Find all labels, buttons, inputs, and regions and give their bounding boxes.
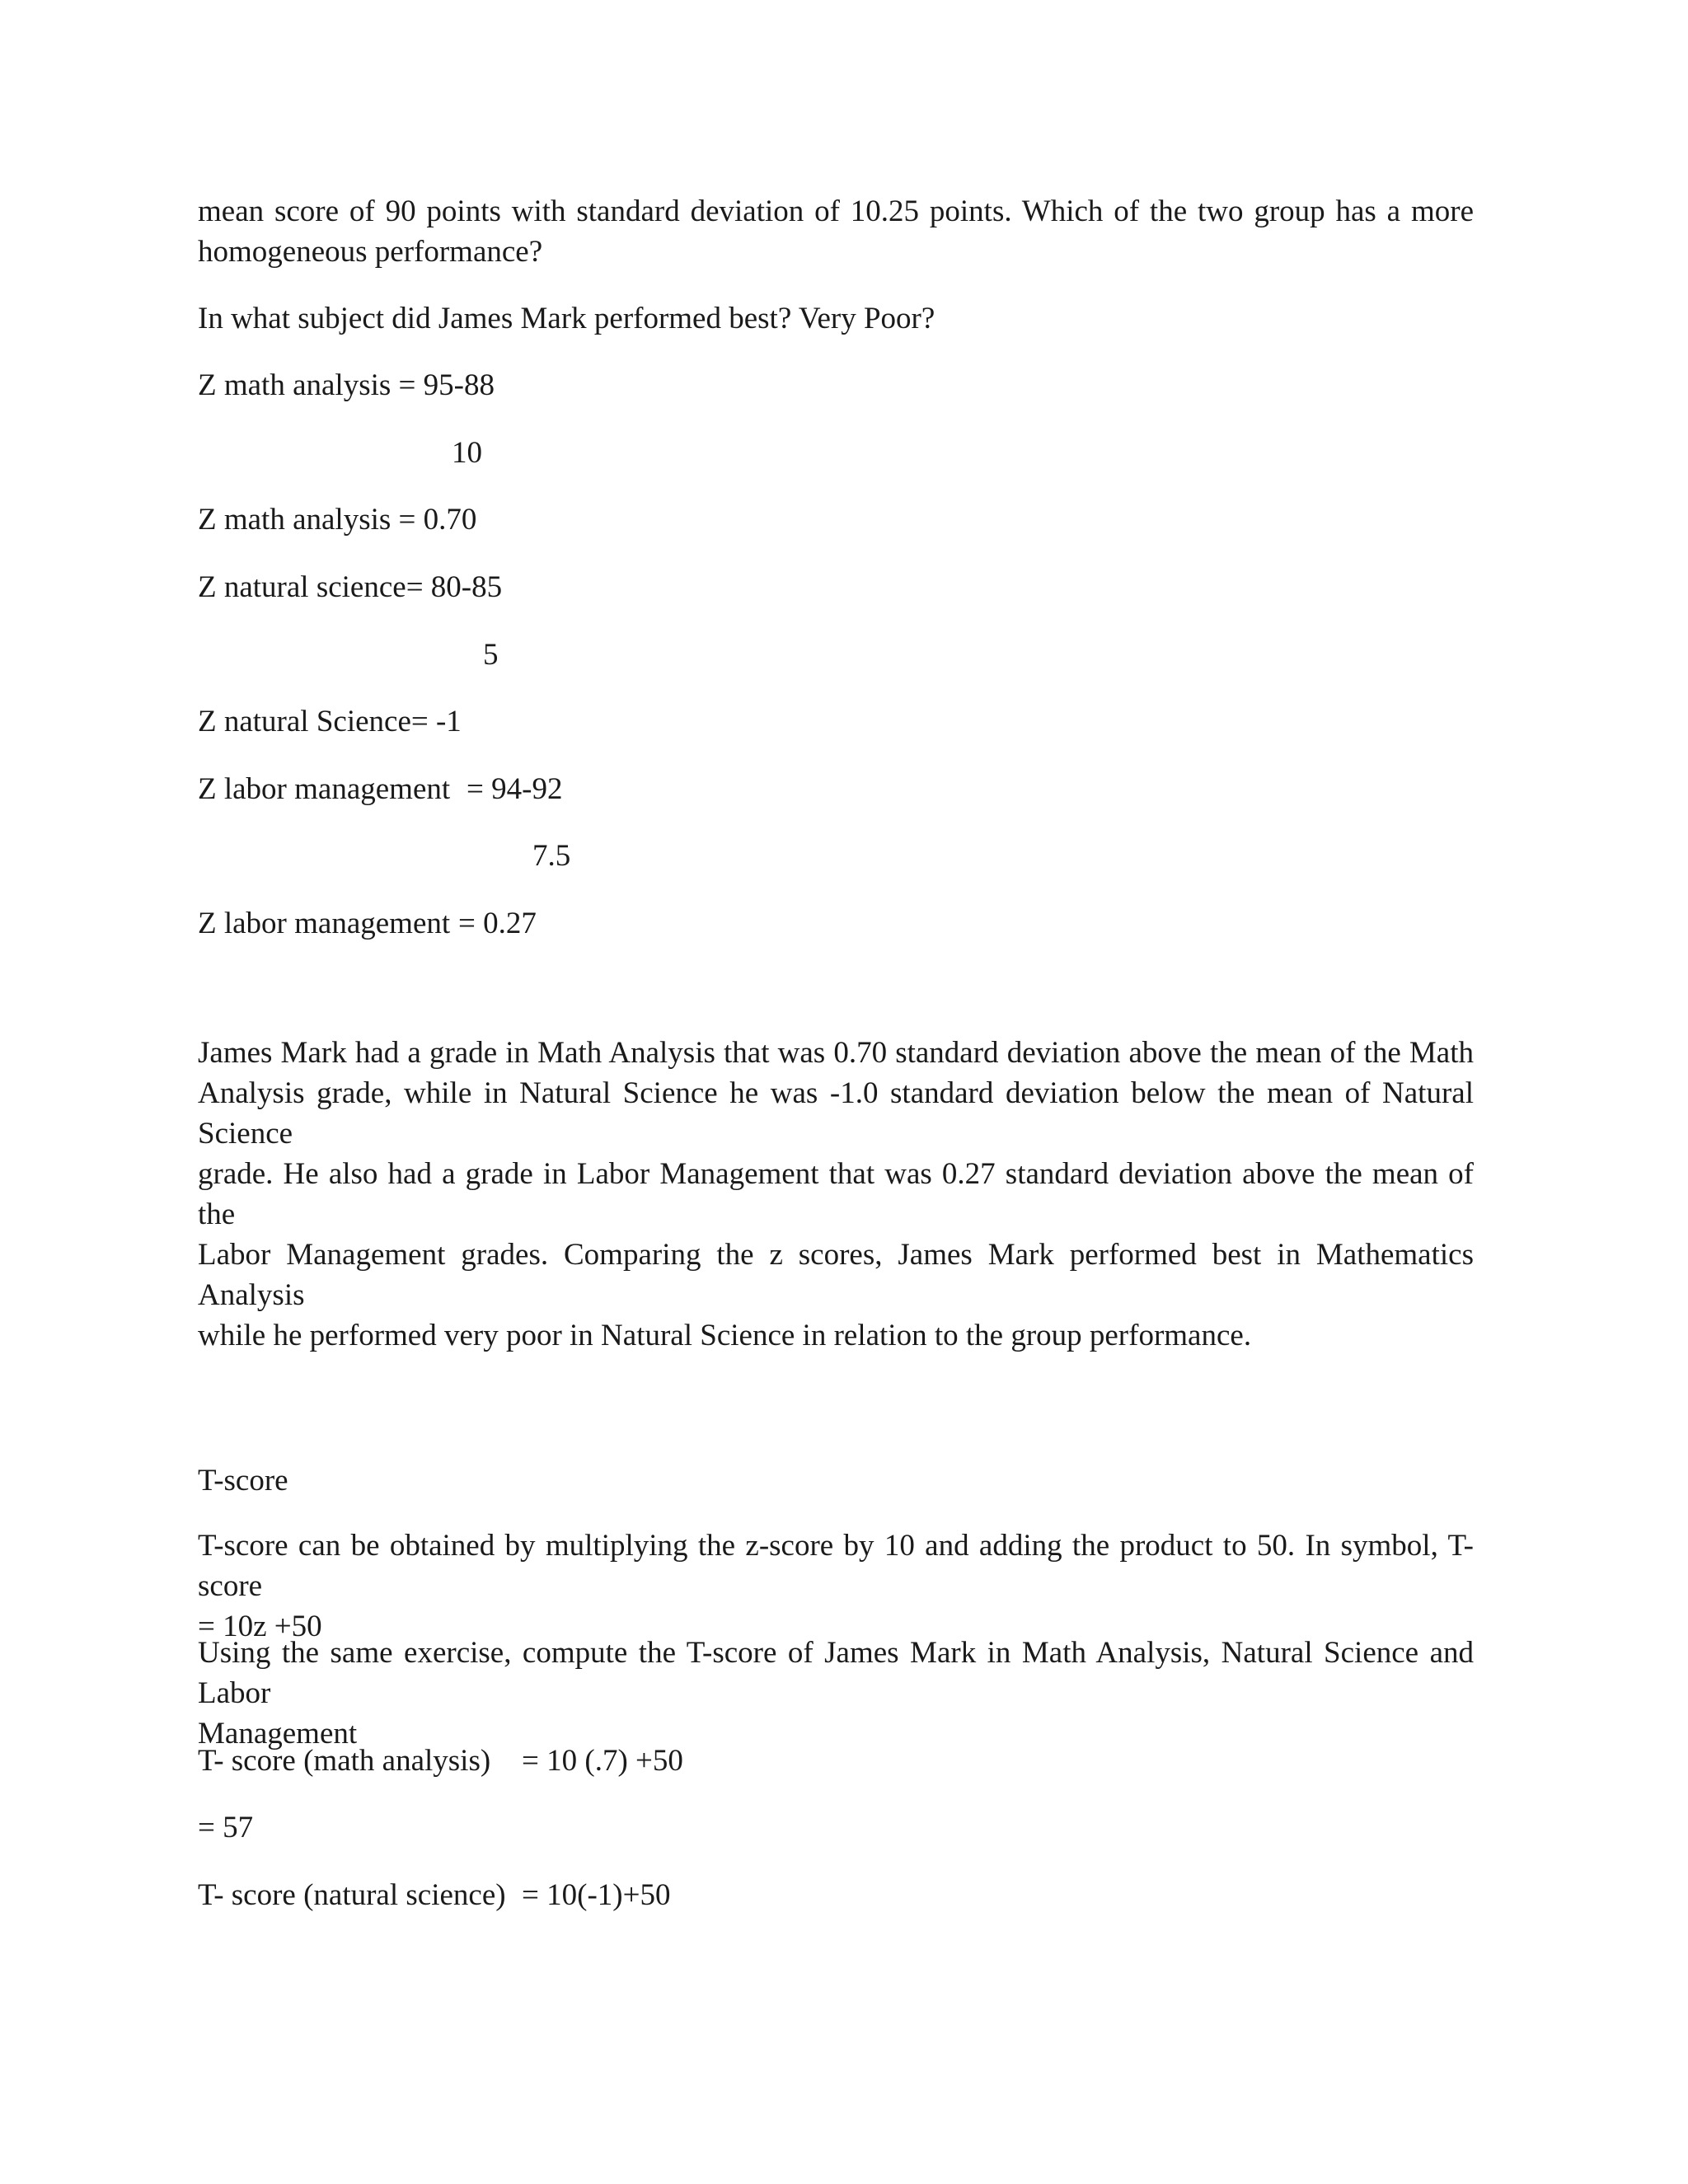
tscore-definition [198, 1526, 1474, 1647]
intro-line-2: homogeneous performance? [198, 235, 543, 269]
intro-line-1: mean score of 90 points with standard deviation of 10.25 points. Which of the two group has a more [198, 194, 1474, 228]
z-math-formula: Z math analysis = 95-88 [198, 368, 495, 402]
interpretation-line-4: Labor Management grades. Comparing the z scores, James Mark performed best in Mathematics Analysis [198, 1238, 1474, 1312]
z-labor-result-label: Z labor management [198, 907, 451, 940]
z-labor-result-value: = 0.27 [458, 907, 537, 940]
tscore-exercise-line-2: Management [198, 1717, 358, 1750]
tscore-exercise [198, 1633, 1474, 1754]
interpretation-line-2: Analysis grade, while in Natural Science he was -1.0 standard deviation below the mean of Natural Science [198, 1076, 1474, 1151]
interpretation-paragraph [198, 1033, 1474, 1356]
interpretation-line-1: James Mark had a grade in Math Analysis that was 0.70 standard deviation above the mean of the Math [198, 1036, 1474, 1070]
z-labor-formula-label: Z labor management [198, 772, 451, 806]
intro-paragraph [198, 191, 1474, 272]
tscore-heading: T-score [198, 1464, 288, 1497]
tscore-math-formula: = 10 (.7) +50 [522, 1744, 683, 1778]
z-science-formula: Z natural science= 80-85 [198, 570, 503, 604]
question-text: In what subject did James Mark performed best? Very Poor? [198, 302, 935, 335]
tscore-science-formula: = 10(-1)+50 [522, 1878, 671, 1912]
tscore-math-label: T- score (math analysis) [198, 1744, 491, 1778]
z-math-denominator: 10 [452, 436, 482, 470]
tscore-definition-line-2: = 10z +50 [198, 1610, 322, 1643]
tscore-definition-line-1: T-score can be obtained by multiplying the z-score by 10 and adding the product to 50. In symbol, T-score [198, 1529, 1474, 1603]
tscore-science-label: T- score (natural science) [198, 1878, 506, 1912]
z-science-result: Z natural Science= -1 [198, 705, 462, 738]
z-science-denominator: 5 [483, 638, 499, 672]
z-labor-denominator: 7.5 [532, 839, 571, 873]
interpretation-line-5: while he performed very poor in Natural Science in relation to the group performance. [198, 1319, 1252, 1352]
z-labor-formula-value: = 94-92 [467, 772, 563, 806]
tscore-exercise-line-1: Using the same exercise, compute the T-score of James Mark in Math Analysis, Natural Science and Labor [198, 1636, 1474, 1710]
z-math-result: Z math analysis = 0.70 [198, 503, 477, 537]
interpretation-line-3: grade. He also had a grade in Labor Management that was 0.27 standard deviation above the mean of the [198, 1157, 1474, 1231]
tscore-math-result: = 57 [198, 1811, 254, 1844]
